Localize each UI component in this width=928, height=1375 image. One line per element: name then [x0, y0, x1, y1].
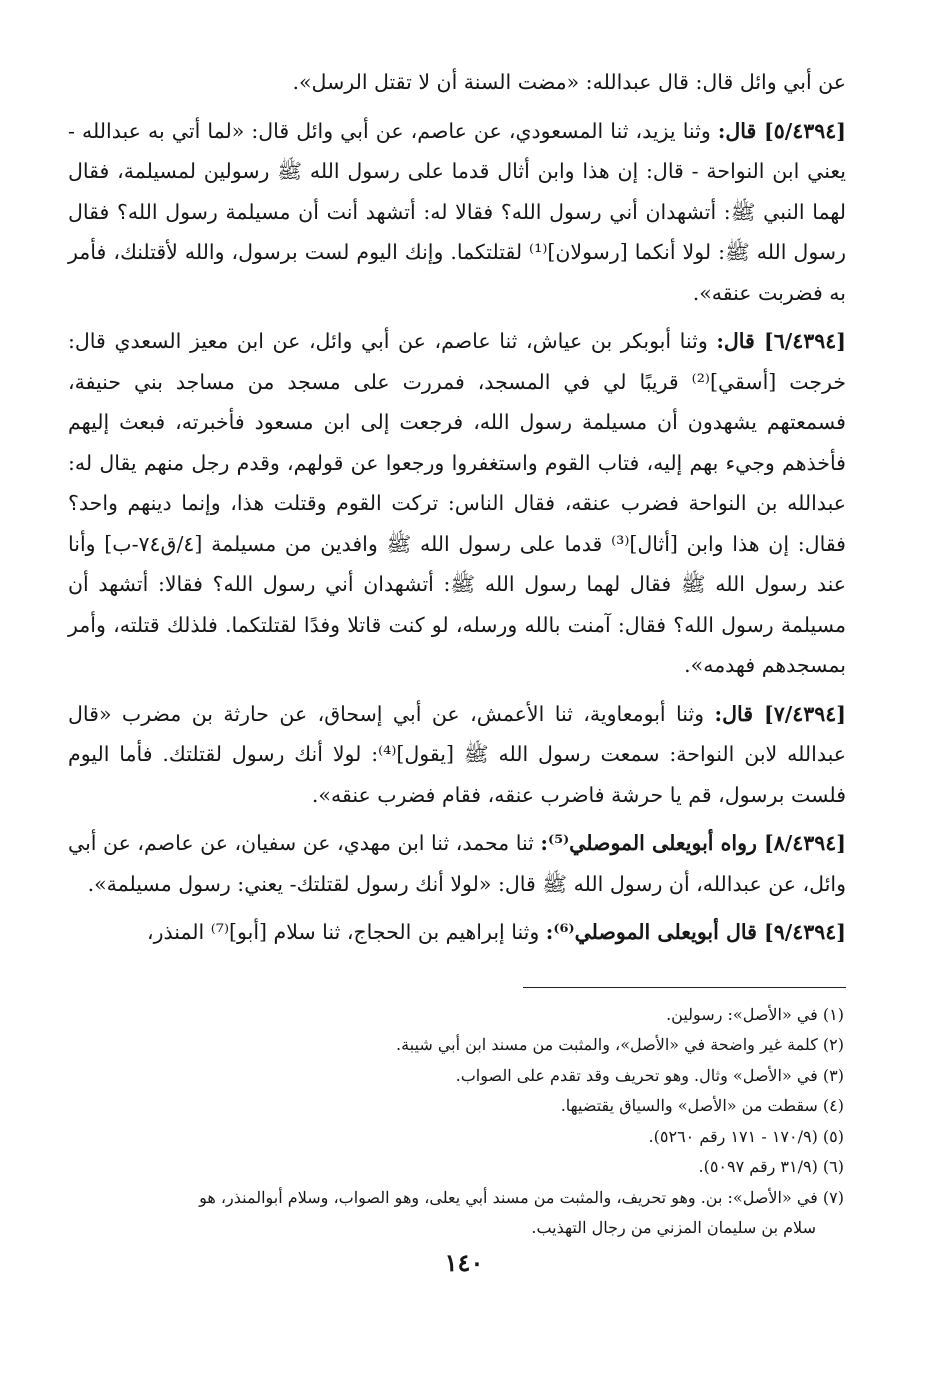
footnote-7-continuation: سلام بن سليمان المزني من رجال التهذيب. — [531, 1218, 816, 1237]
hadith-ref-5: [٥/٤٣٩٤] قال: — [717, 118, 846, 143]
hadith-text-6: وثنا أبوبكر بن عياش، ثنا عاصم، عن أبي وائل، عن ابن معيز السعدي قال: خرجت [أسقي]⁽²⁾ قريبًا لي في المسجد، فمررت على مسجد من مساجد بني حنيفة، فسمعتهم يشهدون أن مسيلمة رسول الله، فرجعت إلى ابن مسعود فأخبرته، فبعث إليهم فأخذهم وجيء بهم إليه، فتاب القوم واستغفروا ورجعوا عن قولهم، وقدم رجل منهم يقال له: عبدالله بن النواحة فضرب عنقه، فقال الناس: تركت القوم وقتلت هذا، وإنما دينهم واحد؟ فقال: إن هذا وابن [أثال]⁽³⁾ قدما على رسول الله ﷺ وافدين من مسيلمة [٤/ق٧٤-ب] وأنا عند رسول الله ﷺ فقال لهما رسول الله ﷺ: أتشهدان أني رسول الله؟ فقالا: أتشهد أن مسيلمة رسول الله؟ فقال: آمنت بالله ورسله، لو كنت قاتلا وفدًا لقتلتكما. فلذلك قتلته، وأمر بمسجدهم فهدمه». — [68, 329, 847, 677]
footnote-4: (٤) سقطت من «الأصل» والسياق يقتضيها. — [560, 1096, 844, 1115]
paragraph-intro — [68, 62, 846, 103]
main-text — [68, 62, 846, 953]
footnotes — [68, 1000, 846, 1244]
paragraph-intro-text: عن أبي وائل قال: قال عبدالله: «مضت السنة أن لا تقتل الرسل». — [292, 70, 846, 94]
hadith-paragraph-9 — [68, 912, 846, 953]
hadith-ref-9: [٩/٤٣٩٤] قال أبويعلى الموصلي⁽⁶⁾: — [545, 920, 846, 944]
hadith-text-7: وثنا أبومعاوية، ثنا الأعمش، عن أبي إسحاق، عن حارثة بن مضرب «قال عبدالله لابن النواحة: سمعت رسول الله ﷺ [يقول]⁽⁴⁾: لولا أنك رسول لقتلتك. فأما اليوم فلست برسول، قم يا حرشة فاضرب عنقه، فقام فضرب عنقه». — [68, 701, 846, 807]
hadith-paragraph-7 — [68, 694, 846, 816]
footnote-divider — [523, 987, 846, 988]
footnote-2: (٢) كلمة غير واضحة في «الأصل»، والمثبت من مسند ابن أبي شيبة. — [396, 1035, 844, 1054]
hadith-text-5: وثنا يزيد، ثنا المسعودي، عن عاصم، عن أبي وائل قال: «لما أتي به عبدالله - يعني ابن النواحة - قال: إن هذا وابن أثال قدما على رسول الله ﷺ رسولين لمسيلمة، فقال لهما النبي ﷺ: أتشهدان أني رسول الله؟ فقالا له: أتشهد أنت أن مسيلمة رسول الله؟ فقال رسول الله ﷺ: لولا أنكما [رسولان]⁽¹⁾ لقتلتكما. وإنك اليوم لست برسول، والله لأقتلنك، فأمر به فضربت عنقه». — [68, 118, 846, 305]
hadith-paragraph-6 — [68, 321, 846, 686]
hadith-ref-8: [٨/٤٣٩٤] رواه أبويعلى الموصلي⁽⁵⁾: — [540, 831, 846, 855]
footnote-5: (٥) (١٧٠/٩ - ١٧١ رقم ٥٢٦٠). — [648, 1126, 844, 1146]
page-number: ١٤٠ — [444, 1248, 484, 1277]
hadith-ref-6: [٦/٤٣٩٤] قال: — [716, 329, 846, 353]
hadith-paragraph-8 — [68, 823, 846, 904]
footnote-3: (٣) في «الأصل» وثال. وهو تحريف وقد تقدم على الصواب. — [455, 1065, 844, 1085]
hadith-text-9: وثنا إبراهيم بن الحجاج، ثنا سلام [أبو]⁽⁷⁾ المنذر، — [146, 920, 546, 944]
hadith-text-8: ثنا محمد، ثنا ابن مهدي، عن سفيان، عن عاصم، عن أبي وائل، عن عبدالله، أن رسول الله ﷺ قال: «لولا أنك رسول لقتلتك- يعني: رسول مسيلمة». — [68, 831, 846, 896]
footnote-7: (٧) في «الأصل»: بن. وهو تحريف، والمثبت من مسند أبي يعلى، وهو الصواب، وسلام أبوالمنذر، هو — [199, 1187, 844, 1207]
footnote-6: (٦) (٣١/٩ رقم ٥٠٩٧). — [698, 1157, 844, 1176]
hadith-ref-7: [٧/٤٣٩٤] قال: — [714, 701, 846, 726]
hadith-paragraph-5 — [68, 111, 846, 314]
footnote-1: (١) في «الأصل»: رسولين. — [666, 1004, 844, 1024]
